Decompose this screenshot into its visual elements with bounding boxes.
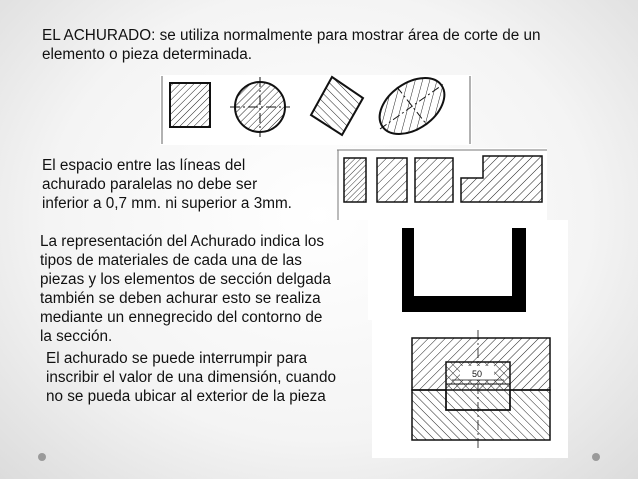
figure-hatch-spacing: [337, 148, 547, 220]
hatched-square: [170, 83, 210, 127]
interrupt-line-3: no se pueda ubicar al exterior de la pieza: [46, 388, 326, 405]
figure-thin-section: [368, 220, 568, 320]
dot-icon: [38, 453, 46, 461]
fine-hatch-sample: [344, 158, 366, 202]
materials-line-5: mediante un ennegrecido del contorno de: [40, 309, 323, 326]
intro-line1-rest: se utiliza normalmente para mostrar área de corte de un: [155, 27, 541, 44]
blackened-u-section: [402, 228, 526, 312]
wide-hatch-sample: [415, 158, 453, 202]
spacing-note: [42, 156, 292, 213]
interrupt-line-1: El achurado se puede interrumpir para: [46, 350, 308, 367]
intro-line2: elemento o pieza determinada.: [42, 46, 253, 63]
materials-line-6: la sección.: [40, 328, 113, 345]
materials-note: [40, 232, 331, 346]
spacing-line-3: inferior a 0,7 mm. ni superior a 3mm.: [42, 195, 292, 212]
materials-line-3: piezas y los elementos de sección delgada: [40, 271, 331, 288]
dot-icon: [592, 453, 600, 461]
interrupt-line-2: inscribir el valor de una dimensión, cuando: [46, 369, 336, 386]
intro-text: [42, 26, 541, 64]
stepped-hatch-sample: [461, 156, 542, 202]
medium-hatch-sample: [377, 158, 407, 202]
figure-hatched-shapes: [160, 75, 472, 145]
spacing-line-1: El espacio entre las líneas del: [42, 157, 246, 174]
hatched-circle: [230, 77, 290, 137]
intro-title: EL ACHURADO:: [42, 27, 156, 44]
materials-line-2: tipos de materiales de cada una de las: [40, 252, 302, 269]
hatched-ellipse: [369, 75, 454, 145]
interrupt-note: [46, 349, 336, 406]
hatched-rotated-square: [311, 77, 363, 135]
dimension-value: 50: [471, 369, 483, 379]
spacing-line-2: achurado paralelas no debe ser: [42, 176, 258, 193]
figure-interrupted-hatch: [372, 318, 568, 458]
materials-line-1: La representación del Achurado indica los: [40, 233, 325, 250]
materials-line-4: también se deben achurar esto se realiza: [40, 290, 321, 307]
